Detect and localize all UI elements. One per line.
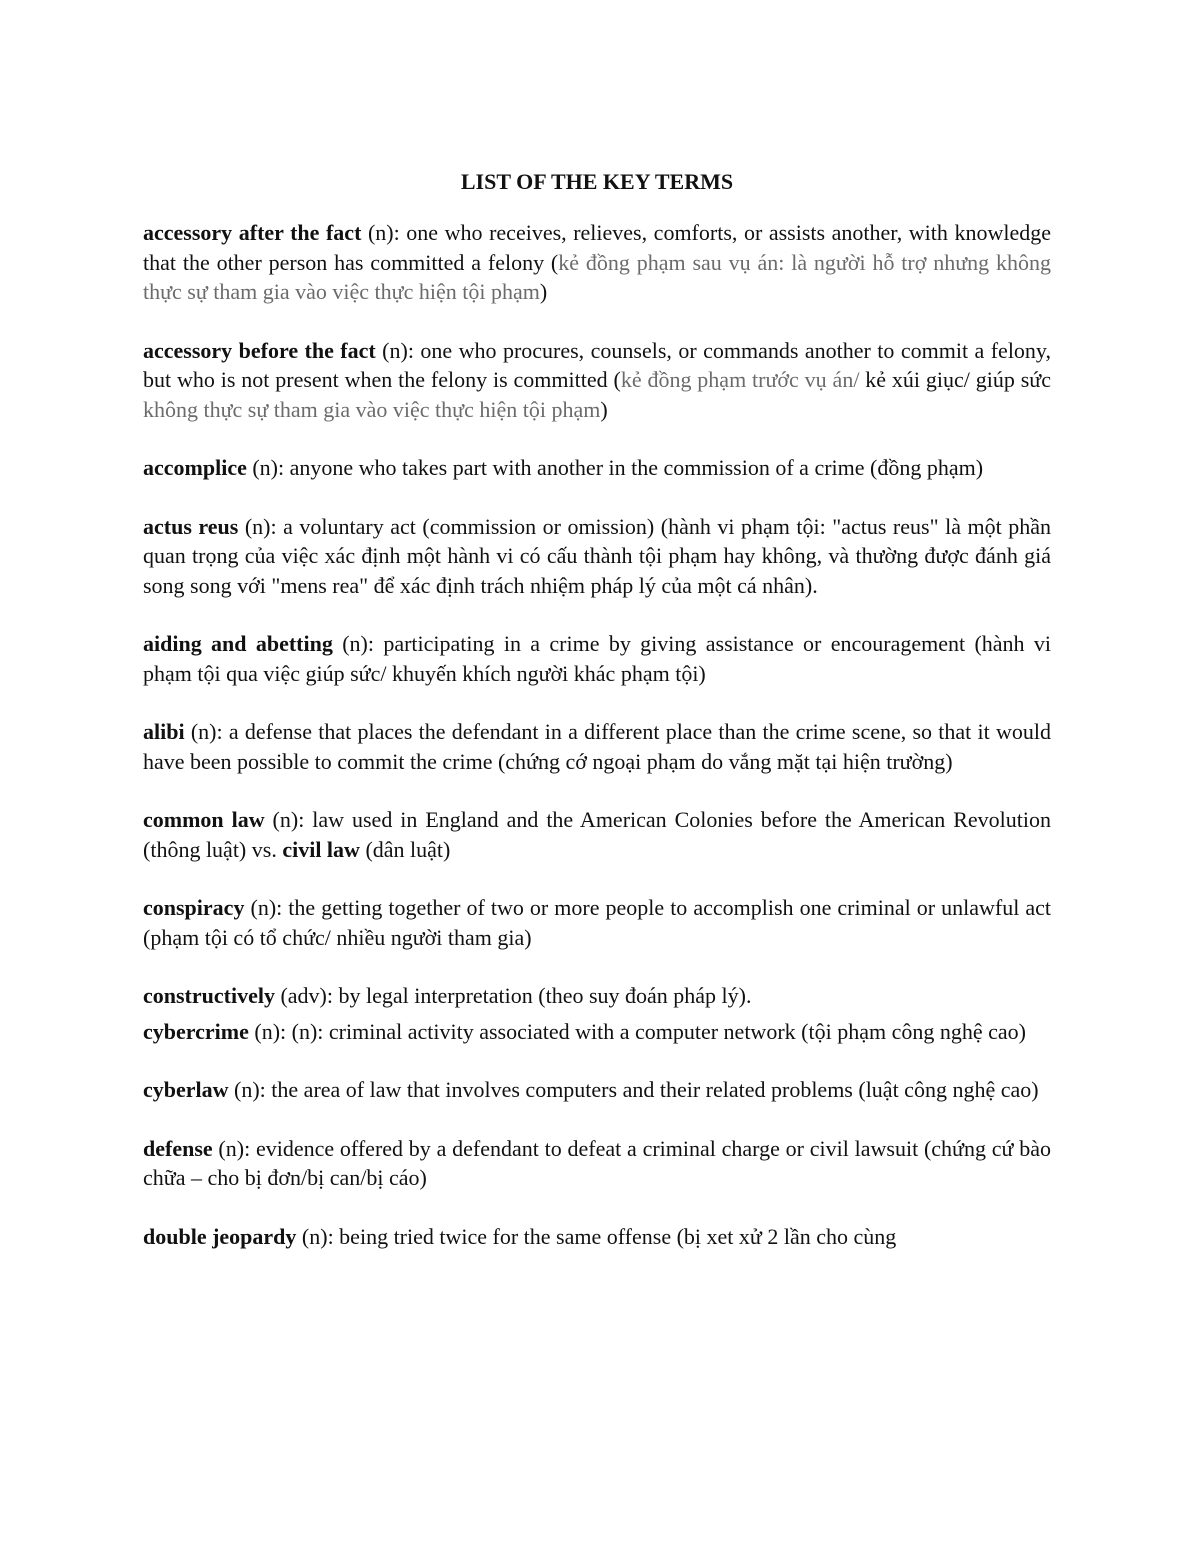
term-civil-law: civil law bbox=[282, 836, 360, 862]
entry-constructively bbox=[143, 981, 1051, 1011]
translation: kẻ đồng phạm sau vụ án: là người hỗ trợ nhưng không thực sự tham gia vào việc thực hiện tội phạm bbox=[143, 249, 1052, 304]
entry-accessory-after-the-fact bbox=[143, 218, 1051, 307]
entry-alibi bbox=[143, 717, 1051, 776]
entry-conspiracy bbox=[143, 893, 1051, 952]
term: accessory before the fact bbox=[143, 337, 376, 363]
term: accessory after the fact bbox=[143, 220, 362, 245]
definition-civil-law: (dân luật) bbox=[359, 836, 451, 862]
definition: (n): a defense that places the defendant in a different place than the crime scene, so that it would have been possible to commit the crime (chứng cớ ngoại phạm do vắng mặt tại hiện trường) bbox=[143, 719, 1051, 774]
definition: (n): anyone who takes part with another in the commission of a crime (đồng phạm) bbox=[246, 455, 984, 480]
term: aiding and abetting bbox=[143, 631, 333, 656]
entry-cyberlaw bbox=[143, 1075, 1051, 1105]
term: actus reus bbox=[143, 513, 239, 539]
entry-accessory-before-the-fact bbox=[143, 336, 1051, 425]
entry-common-law bbox=[143, 805, 1051, 864]
definition: (n): participating in a crime by giving assistance or encouragement (hành vi phạm tội qua việc giúp sức/ khuyến khích người khác phạm tội) bbox=[143, 631, 1051, 686]
entry-accomplice bbox=[143, 453, 1051, 483]
document-title: LIST OF THE KEY TERMS bbox=[460, 169, 734, 194]
term: double jeopardy bbox=[143, 1223, 297, 1249]
entry-aiding-and-abetting bbox=[143, 629, 1051, 688]
entry-defense bbox=[143, 1134, 1051, 1193]
closing-paren: ) bbox=[539, 279, 548, 304]
definition: (n): one who receives, relieves, comforts, or assists another, with knowledge that the other person has committed a felony ( bbox=[143, 220, 1051, 275]
entry-actus-reus bbox=[143, 512, 1051, 601]
entry-cybercrime bbox=[143, 1017, 1051, 1047]
definition: (n): law used in England and the American Colonies before the American Revolution (thông luật) vs. bbox=[143, 807, 1051, 862]
definition: (n): the getting together of two or more people to accomplish one criminal or unlawful act (phạm tội có tổ chức/ nhiều người tham gia) bbox=[143, 895, 1051, 950]
translation-bold: kẻ xúi giục/ giúp sức bbox=[865, 367, 1051, 392]
entry-double-jeopardy bbox=[143, 1222, 1051, 1252]
term: conspiracy bbox=[143, 895, 245, 920]
translation-rest: không thực sự tham gia vào việc thực hiện tội phạm bbox=[143, 396, 601, 422]
term: cyberlaw bbox=[143, 1077, 229, 1102]
definition: (adv): by legal interpretation (theo suy đoán pháp lý). bbox=[274, 983, 752, 1008]
document-page bbox=[143, 168, 1051, 1280]
translation: kẻ đồng phạm trước vụ án/ bbox=[620, 367, 866, 392]
definition: (n): being tried twice for the same offense (bị xet xử 2 lần cho cùng bbox=[296, 1223, 897, 1249]
term: alibi bbox=[143, 719, 185, 744]
definition: (n): the area of law that involves computers and their related problems (luật công nghệ cao) bbox=[228, 1077, 1039, 1102]
term: accomplice bbox=[143, 455, 247, 480]
definition: (n): (n): criminal activity associated with a computer network (tội phạm công nghệ cao) bbox=[248, 1018, 1026, 1044]
term: constructively bbox=[143, 983, 275, 1008]
definition: (n): one who procures, counsels, or commands another to commit a felony, but who is not present when the felony is committed ( bbox=[143, 337, 1051, 392]
definition: (n): a voluntary act (commission or omission) (hành vi phạm tội: "actus reus" là một phần quan trọng của việc xác định một hành vi có cấu thành tội phạm hay không, và thường được đánh giá song song với "mens rea" để xác định trách nhiệm pháp lý của một cá nhân). bbox=[143, 513, 1051, 598]
term: cybercrime bbox=[143, 1018, 249, 1044]
closing-paren: ) bbox=[600, 396, 608, 422]
definition: (n): evidence offered by a defendant to defeat a criminal charge or civil lawsuit (chứng cứ bào chữa – cho bị đơn/bị can/bị cáo) bbox=[143, 1135, 1051, 1190]
term: common law bbox=[143, 807, 265, 832]
term: defense bbox=[143, 1135, 213, 1161]
